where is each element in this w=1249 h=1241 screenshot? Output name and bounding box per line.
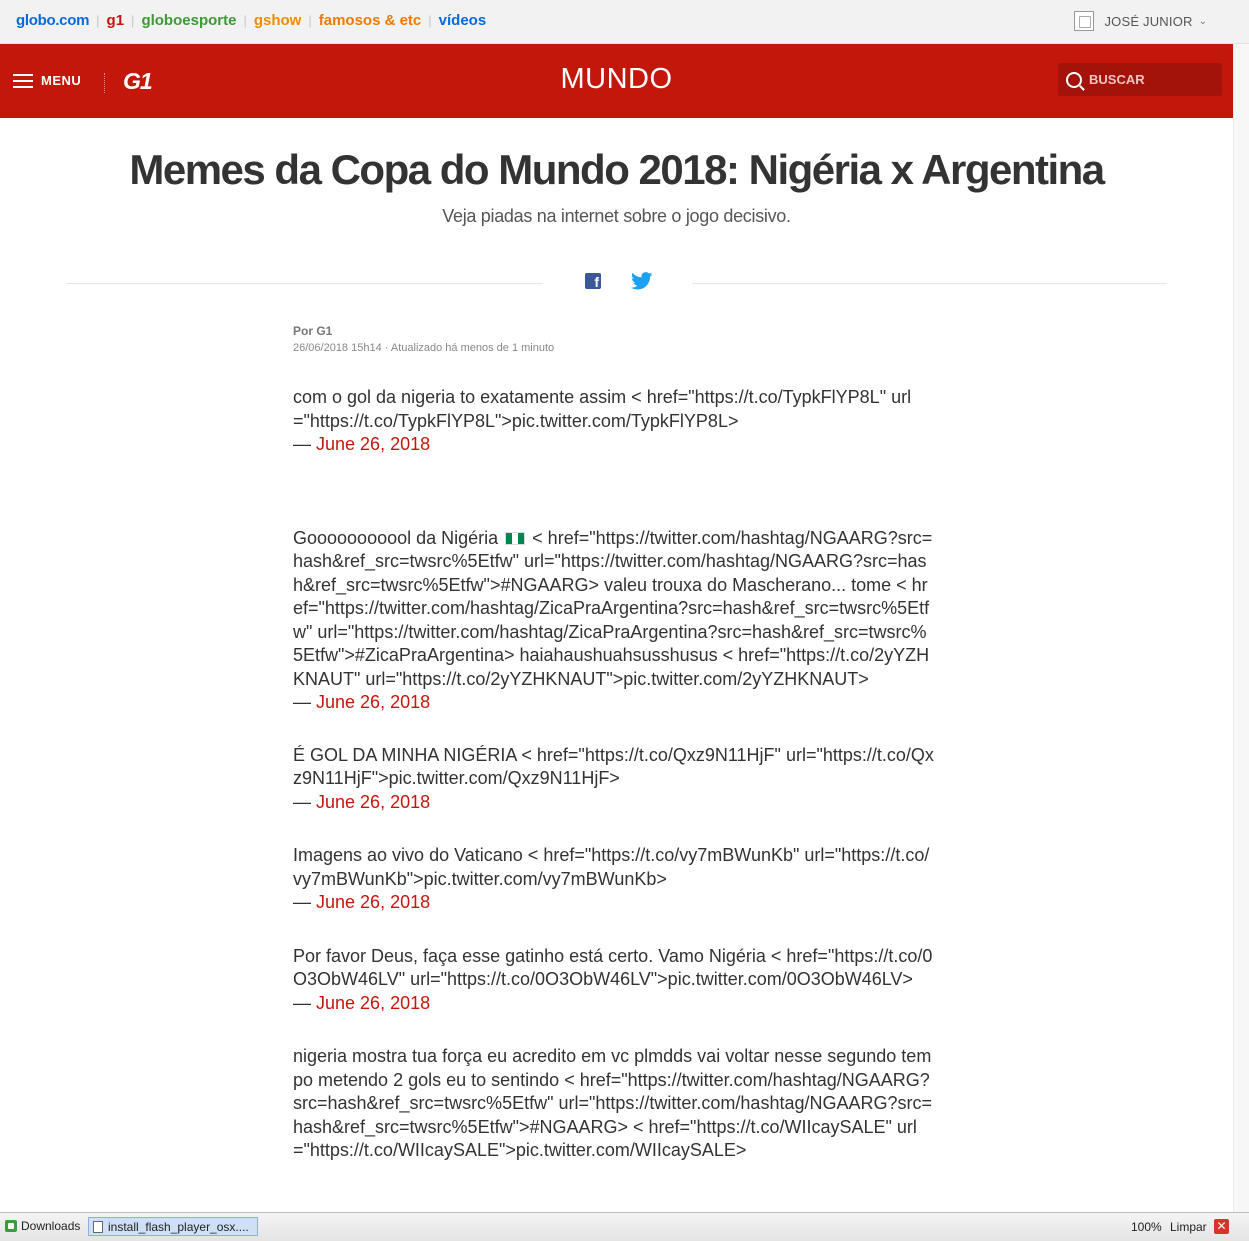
avatar-icon: [1074, 11, 1094, 31]
g1-link[interactable]: g1: [106, 12, 125, 29]
download-filename: install_flash_player_osx....: [108, 1219, 249, 1234]
close-icon[interactable]: ✕: [1214, 1219, 1229, 1234]
file-icon: [93, 1221, 103, 1233]
tweet-date-link[interactable]: June 26, 2018: [316, 892, 431, 912]
facebook-icon[interactable]: f: [585, 273, 601, 289]
tweet-date-link[interactable]: June 26, 2018: [316, 992, 431, 1013]
article-subtitle: Veja piadas na internet sobre o jogo decisivo.: [442, 206, 791, 226]
tweet-embed: [293, 744, 935, 815]
globo-com-link[interactable]: globo.com: [16, 12, 90, 29]
downloads-icon: [5, 1220, 17, 1232]
tweet-embed: [293, 844, 935, 915]
gshow-link[interactable]: gshow: [253, 12, 302, 29]
twitter-icon[interactable]: [631, 272, 653, 290]
g1-header: [0, 44, 1233, 118]
tweet-dash: —: [293, 692, 317, 712]
tweet-text: < href="https://twitter.com/hashtag/NGAARG?src=hash&ref_src=twsrc%5Etfw" url="https://twitter.com/hashtag/NGAARG?src=hash&ref_src=twsrc%5Etfw">#NGAARG> valeu trouxa do Mascherano... tome < href="https://twitter.com/hashtag/ZicaPraArgentina?src=hash&ref_src=twsrc%5Etfw" url="https://twitter.com/hashtag/ZicaPraArgentina?src=hash&ref_src=twsrc%5Etfw">#ZicaPraArgentina> haiahaushuahsusshusus < href="https://t.co/2yYZHKNAUT" url="https://t.co/2yYZHKNAUT">pic.twitter.com/2yYZHKNAUT>: [293, 527, 933, 689]
tweet-date-link[interactable]: June 26, 2018: [316, 791, 431, 812]
globo-top-bar: [0, 0, 1249, 44]
menu-label: MENU: [41, 73, 82, 88]
tweet-text: nigeria mostra tua força eu acredito em vc plmdds vai voltar nesse segundo tempo metendo 2 gols eu to sentindo < href="https://twitter.com/hashtag/NGAARG?src=hash&ref_src=twsrc%5Etfw" url="https://twitter.com/hashtag/NGAARG?src=hash&ref_src=twsrc%5Etfw">#NGAARG> < href="https://t.co/WIIcaySALE" url="https://t.co/WIIcaySALE">pic.twitter.com/WIIcaySALE>: [293, 1046, 933, 1160]
divider: |: [428, 13, 432, 28]
divider: |: [131, 13, 135, 28]
tweet-embed: [293, 527, 935, 715]
nigeria-flag-icon: [505, 532, 525, 545]
download-item[interactable]: [88, 1217, 258, 1236]
downloads-button[interactable]: [5, 1219, 80, 1233]
tweet-text: Imagens ao vivo do Vaticano < href="https://t.co/vy7mBWunKb" url="https://t.co/vy7mBWunKb">pic.twitter.com/vy7mBWunKb>: [293, 845, 930, 889]
user-name: JOSÉ JUNIOR: [1104, 13, 1193, 29]
tweet-dash: —: [293, 892, 317, 912]
tweet-dash: —: [293, 434, 317, 454]
article-title: Memes da Copa do Mundo 2018: Nigéria x Argentina: [129, 146, 1104, 193]
tweet-text: É GOL DA MINHA NIGÉRIA < href="https://t.co/Qxz9N11HjF" url="https://t.co/Qxz9N11HjF">pic.twitter.com/Qxz9N11HjF>: [293, 744, 934, 788]
globo-network-links: [16, 12, 486, 29]
byline: Por G1: [293, 324, 333, 338]
videos-link[interactable]: vídeos: [438, 12, 487, 29]
tweet-text: Gooooooooool da Nigéria: [293, 527, 499, 548]
divider: |: [96, 13, 100, 28]
tweet-date-link[interactable]: June 26, 2018: [316, 434, 431, 454]
divider-right: [692, 283, 1167, 284]
tweet-embed: [293, 1045, 935, 1163]
tweet-dash: —: [293, 992, 317, 1013]
tweet-text: Por favor Deus, faça esse gatinho está certo. Vamo Nigéria < href="https://t.co/0O3ObW46LV" url="https://t.co/0O3ObW46LV">pic.twitter.com/0O3ObW46LV>: [293, 945, 933, 989]
search-icon: [1066, 72, 1082, 88]
downloads-bar: [0, 1212, 1249, 1241]
clear-downloads-button[interactable]: Limpar: [1170, 1220, 1207, 1234]
tweet-embed: [293, 945, 935, 1016]
section-title: MUNDO: [560, 63, 673, 95]
globoesporte-link[interactable]: globoesporte: [141, 12, 237, 29]
divider: |: [308, 13, 312, 28]
scrollbar[interactable]: [1233, 44, 1249, 1212]
share-buttons: [585, 272, 653, 290]
dateline: 26/06/2018 15h14 · Atualizado há menos de 1 minuto: [293, 342, 555, 354]
tweet-dash: —: [293, 791, 317, 812]
article-body: [293, 386, 935, 1163]
zoom-level[interactable]: 100%: [1131, 1220, 1162, 1234]
famosos-link[interactable]: famosos & etc: [318, 12, 422, 29]
search-input[interactable]: [1089, 72, 1209, 87]
search-box[interactable]: [1058, 63, 1222, 96]
divider-left: [66, 283, 543, 284]
chevron-down-icon: ⌄: [1198, 15, 1207, 27]
tweet-embed: [293, 386, 935, 457]
user-menu[interactable]: [1074, 11, 1207, 31]
divider: |: [243, 13, 247, 28]
g1-logo[interactable]: G1: [123, 68, 152, 94]
tweet-text: com o gol da nigeria to exatamente assim < href="https://t.co/TypkFlYP8L" url="https://t.co/TypkFlYP8L">pic.twitter.com/TypkFlYP8L>: [293, 387, 912, 431]
tweet-date-link[interactable]: June 26, 2018: [316, 692, 431, 712]
downloads-label: Downloads: [21, 1219, 81, 1233]
